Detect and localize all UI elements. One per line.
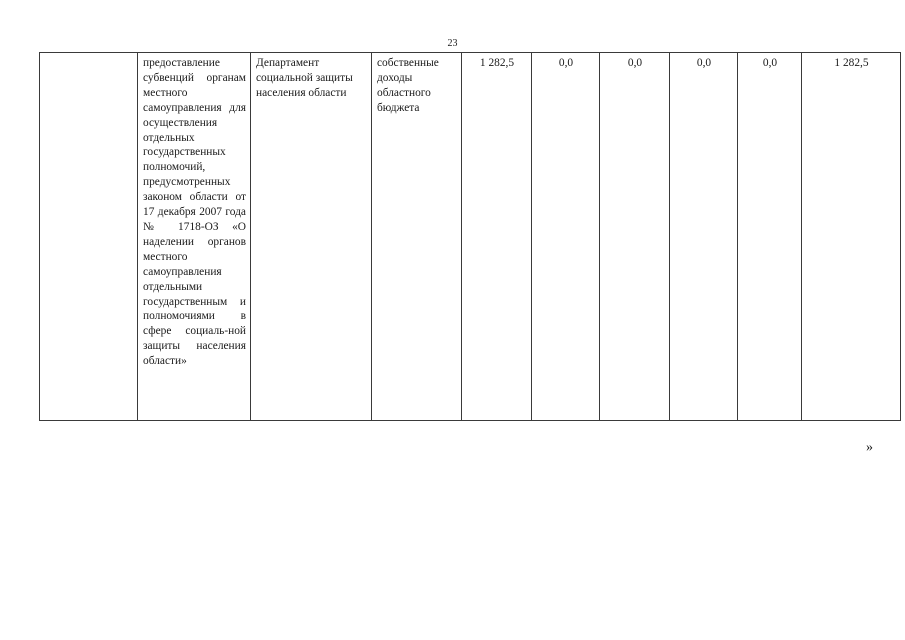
program-table [39, 52, 901, 421]
value-cell: 0,0 [670, 53, 738, 421]
executor-cell: Департамент социальной защиты населения области [251, 53, 372, 421]
table-row [40, 53, 901, 421]
value-cell: 0,0 [600, 53, 670, 421]
value-cell: 0,0 [738, 53, 802, 421]
total-value-cell: 1 282,5 [802, 53, 901, 421]
measure-description: предоставление субвенций органам местного самоуправления для осуществления отдельных государственных полномочий, предусмотренных законом области от 17 декабря 2007 года № 1718-ОЗ «О наделении органов местного самоуправления отдельными государственным и полномочиями в сфере социаль-ной защиты населения области» [138, 53, 251, 421]
funding-source-cell: собственные доходы областного бюджета [372, 53, 462, 421]
value-cell: 0,0 [532, 53, 600, 421]
page-number: 23 [447, 38, 458, 49]
empty-cell [40, 53, 138, 421]
closing-quote: » [866, 440, 873, 455]
value-cell: 1 282,5 [462, 53, 532, 421]
